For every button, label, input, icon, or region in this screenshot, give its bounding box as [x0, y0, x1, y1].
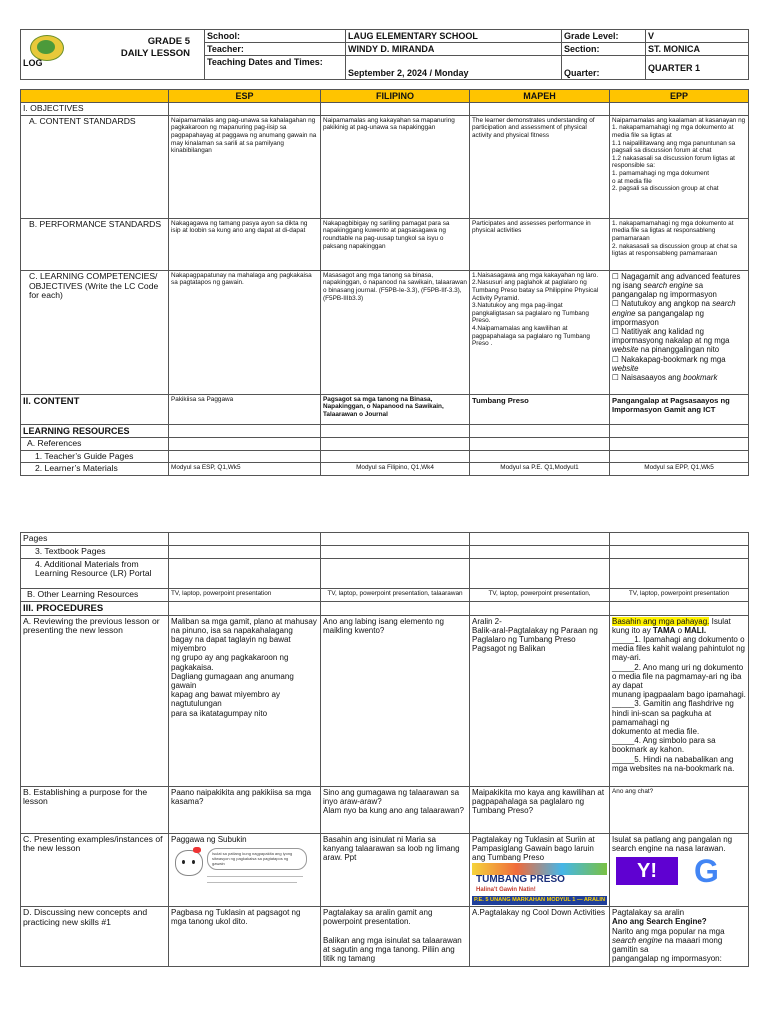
lesson-table-page2 — [20, 532, 749, 967]
quarter-value: QUARTER 1 — [646, 56, 749, 80]
additional-materials-label: 4. Additional Materials from Learning Resource (LR) Portal — [21, 558, 169, 588]
content-standards-filipino: Naipamamalas ang kakayahan sa mapanuring pakikinig at pag-unawa sa napakinggan — [321, 115, 470, 218]
teacher-value: WINDY D. MIRANDA — [346, 43, 562, 56]
objectives-label: I. OBJECTIVES — [21, 103, 169, 116]
reviewing-epp-items: _____1. Ipamahagi ang dokumento o media files kahit walang pahintulot ng may-ari. _____2. Ano mang uri ng dokumento o media file na pagmamay-ari ng iba ay dapat munang ipagpaalam bago ipamahagi. _____3. Gamitin ang flashdrive ng hindi ini-scan sa pagkuha at pamamahagi ng dokumento at media file. _____4. Ang simbolo para sa bookmark ay kahon. _____5. Hindi na nababalikan ang mga websites na na-bookmark na. — [612, 635, 746, 773]
section-label: Section: — [562, 43, 646, 56]
content-esp: Pakikiisa sa Paggawa — [169, 394, 321, 424]
content-mapeh: Tumbang Preso — [470, 394, 610, 424]
presenting-label: C. Presenting examples/instances of the new lesson — [21, 833, 169, 907]
quarter-label: Quarter: — [562, 56, 646, 80]
learners-materials-esp: Modyul sa ESP, Q1,Wk5 — [169, 463, 321, 476]
discussing-filipino: Pagtalakay sa aralin gamit ang powerpoint presentation. Balikan ang mga isinulat sa talaarawan at sagutin ang mga tanong. Piliin ang titik ng tamang — [321, 907, 470, 967]
textbook-label: 3. Textbook Pages — [21, 545, 169, 558]
discussing-label: D. Discussing new concepts and practicing new skills #1 — [21, 907, 169, 967]
log-title-1: GRADE 5 — [147, 36, 190, 47]
reviewing-epp: Basahin ang mga pahayag. Isulat kung ito ay TAMA o MALI. _____1. Ipamahagi ang dokumento o media files kahit walang pahintulot ng may-ari. _____2. Ano mang uri ng dokumento o media file na pagmamay-ari ng iba ay dapat munang ipagpaalam bago ipamahagi. _____3. Gamitin ang flashdrive ng hindi ini-scan sa pagkuha at pamamahagi ng dokumento at media file. _____4. Ang simbolo para sa bookmark ay kahon. _____5. Hindi na nababalikan ang mga websites na na-bookmark na. — [610, 615, 749, 786]
reviewing-filipino: Ano ang labing isang elemento ng maikling kwento? — [321, 615, 470, 786]
competencies-epp — [610, 270, 749, 394]
subject-header-esp: ESP — [169, 90, 321, 103]
competencies-mapeh: 1.Naisasagawa ang mga kakayahan ng laro. 2.Nasusuri ang paglahok at paglalaro ng Tumbang Preso batay sa Philippine Physical Activity Pyramid. 3.Natutukoy ang mga pag-iingat pangkaligtasan sa paglalaro ng Tumbang Preso. 4.Naipamamalas ang kawilihan at pagpapahalaga sa paglalaro ng Tumbang Preso . — [470, 270, 610, 394]
subject-header-filipino: FILIPINO — [321, 90, 470, 103]
discussing-mapeh: A.Pagtalakay ng Cool Down Activities — [470, 907, 610, 967]
competency-epp-line: ☐ Naisasaayos ang bookmark — [612, 373, 718, 383]
learners-materials-epp: Modyul sa EPP, Q1,Wk5 — [610, 463, 749, 476]
establishing-filipino: Sino ang gumagawa ng talaarawan sa inyo araw-araw? Alam nyo ba kung ano ang talaarawan? — [321, 786, 470, 833]
subject-header-blank — [21, 90, 169, 103]
learners-materials-label: 2. Learner’s Materials — [21, 463, 169, 476]
section-value: ST. MONICA — [646, 43, 749, 56]
competency-epp-line: ☐ Nakakapag-bookmark ng mga website — [612, 354, 726, 373]
content-filipino: Pagsagot sa mga tanong na Binasa, Napakinggan, o Napanood na Sawikain, Talaarawan o Journal — [321, 394, 470, 424]
pages-label: Pages — [21, 533, 169, 546]
competency-epp-line: ☐ Natutukoy ang angkop na search engine sa pangangalap ng impormasyon — [612, 299, 736, 327]
reviewing-epp-highlight: Basahin ang mga pahayag. — [612, 616, 710, 626]
other-resources-filipino: TV, laptop, powerpoint presentation, talaarawan — [321, 588, 470, 601]
performance-standards-mapeh: Participates and assesses performance in physical activities — [470, 218, 610, 270]
search-engine-heading: Ano ang Search Engine? — [612, 917, 707, 927]
google-logo-icon: G — [694, 853, 719, 889]
performance-standards-label: B. PERFORMANCE STANDARDS — [21, 218, 169, 270]
banner-subtitle: Halina't Gawin Natin! — [476, 887, 536, 894]
teachers-guide-label: 1. Teacher’s Guide Pages — [21, 450, 169, 463]
competency-epp-line: ☐ Nagagamit ang advanced features ng isang search engine sa pangangalap ng impormasyon — [612, 271, 741, 300]
references-label: A. References — [21, 437, 169, 450]
banner-module: P.E. 5 UNANG MARKAHAN MODYUL 1 — ARALIN — [473, 897, 606, 904]
content-standards-epp: Naipamamalas ang kaalaman at kasanayan ng 1. nakapamamahagi ng mga dokumento at media file sa ligtas at 1.1 naipalilitawang ang mga panuntunan sa pagsali sa discussion forum at chat 1.2 nakasasali sa discussion forum ligtas at responsible sa: 1. pamamahagi ng mga dokument o at media file 2. pagsali sa discussion group at chat — [610, 115, 749, 218]
establishing-epp: Ano ang chat? — [610, 786, 749, 833]
procedures-label: III. PROCEDURES — [21, 601, 169, 615]
dates-value: September 2, 2024 / Monday — [346, 56, 562, 80]
banner-title: TUMBANG PRESO — [476, 874, 565, 886]
dates-label: Teaching Dates and Times: — [205, 56, 346, 80]
subject-header-epp: EPP — [610, 90, 749, 103]
competencies-filipino: Masasagot ang mga tanong sa binasa, napakinggan, o napanood na sawikain, talaarawan o binasang journal. (F5PB-Ie-3.3), (F5PB-IIf-3.3), (F5PB-IIIb3.3) — [321, 270, 470, 394]
log-short: LOG — [23, 58, 43, 68]
learners-materials-mapeh: Modyul sa P.E. Q1,Modyul1 — [470, 463, 610, 476]
presenting-filipino: Basahin ang isinulat ni Maria sa kanyang talaarawan sa loob ng limang araw. Ppt — [321, 833, 470, 907]
content-label: II. CONTENT — [21, 394, 169, 424]
other-resources-esp: TV, laptop, powerpoint presentation — [169, 588, 321, 601]
content-epp: Pangangalap at Pagsasaayos ng Impormasyon Gamit ang ICT — [610, 394, 749, 424]
performance-standards-filipino: Nakapagbibigay ng sariling pamagat para sa napakinggang kuwento at pagsasagawa ng roundtable na pag-uusap tungkol sa isyu o paksang napakinggan — [321, 218, 470, 270]
subject-header-mapeh: MAPEH — [470, 90, 610, 103]
establishing-esp: Paano naipakikita ang pakikiisa sa mga kasama? — [169, 786, 321, 833]
search-engine-logos — [612, 853, 746, 893]
school-value: LAUG ELEMENTARY SCHOOL — [346, 30, 562, 43]
grade-value: V — [646, 30, 749, 43]
competencies-label: C. LEARNING COMPETENCIES/ OBJECTIVES (Write the LC Code for each) — [21, 270, 169, 394]
yahoo-logo-icon: Y! — [616, 857, 678, 885]
other-resources-label: B. Other Learning Resources — [21, 588, 169, 601]
cartoon-cat-icon — [175, 850, 203, 876]
competency-epp-line: ☐ Natitiyak ang kalidad ng impormasyong nakalap at ng mga website na pinanggalingan nito — [612, 327, 730, 355]
header-table — [20, 29, 749, 80]
content-standards-mapeh: The learner demonstrates understanding of participation and assessment of physical activity and physical fitness — [470, 115, 610, 218]
establishing-label: B. Establishing a purpose for the lesson — [21, 786, 169, 833]
grade-label: Grade Level: — [562, 30, 646, 43]
tumbang-preso-banner — [472, 863, 607, 905]
teacher-label: Teacher: — [205, 43, 346, 56]
log-title-cell — [21, 30, 205, 80]
content-standards-esp: Naipamamalas ang pag-unawa sa kahalagahan ng pagkakaroon ng mapanuring pag-iisip sa pagpapahayag at paggawa ng anumang gawain na may kinalaman sa sarili at sa pamilyang kinabibilangan — [169, 115, 321, 218]
speech-bubble: Isulat sa patlang kung nagpapakita ang iyong sitwasyon ng pagkakaisa sa pagtatapos ng gawain — [207, 848, 307, 870]
establishing-mapeh: Maipakikita mo kaya ang kawilihan at pagpapahalaga sa paglalaro ng Tumbang Preso? — [470, 786, 610, 833]
reviewing-label: A. Reviewing the previous lesson or presenting the new lesson — [21, 615, 169, 786]
discussing-epp: Pagtalakay sa aralin Ano ang Search Engine? Narito ang mga popular na mga search engine na maaari mong gamitin sa pangangalap ng impormasyon: — [610, 907, 749, 967]
discussing-esp: Pagbasa ng Tuklasin at pagsagot ng mga tanong ukol dito. — [169, 907, 321, 967]
presenting-esp: Paggawa ng Subukin Isulat sa patlang kung nagpapakita ang iyong sitwasyon ng pagkakaisa sa pagtatapos ng gawain — [169, 833, 321, 907]
competencies-esp: Nakapagpapatunay na mahalaga ang pagkakaisa sa pagtatapos ng gawain. — [169, 270, 321, 394]
subukin-illustration — [171, 846, 318, 892]
presenting-mapeh: Pagtalakay ng Tuklasin at Suriin at Pampasiglang Gawain bago laruin ang Tumbang Preso TUMBANG PRESO Halina't Gawin Natin! P.E. 5 UNANG MARKAHAN MODYUL 1 — ARALIN — [470, 833, 610, 907]
presenting-epp: Isulat sa patlang ang pangalan ng search engine na nasa larawan. Y! G — [610, 833, 749, 907]
lesson-table-page1 — [20, 89, 749, 476]
log-title-2: DAILY LESSON — [120, 48, 190, 59]
learners-materials-filipino: Modyul sa Filipino, Q1,Wk4 — [321, 463, 470, 476]
learning-resources-label: LEARNING RESOURCES — [21, 424, 169, 437]
performance-standards-esp: Nakagagawa ng tamang pasya ayon sa dikta ng isip at loobin sa kung ano ang dapat at di-dapat — [169, 218, 321, 270]
content-standards-label: A. CONTENT STANDARDS — [21, 115, 169, 218]
reviewing-esp: Maliban sa mga gamit, plano at mahusay na pinuno, isa sa napakahalagang bagay na dapat taglayin ng bawat miyembro ng grupo ay ang pagkakaroon ng pagkakaisa. Dagliang gumagaan ang anumang gawain kapag ang bawat miyembro ay nagtutulungan para sa ikatatagumpay nito — [169, 615, 321, 786]
performance-standards-epp: 1. nakapamamahagi ng mga dokumento at media file sa ligtas at responsableng pamamaraan 2. nakasasali sa discussion group at chat sa ligtas at responsableng pamamaraan — [610, 218, 749, 270]
other-resources-mapeh: TV, laptop, powerpoint presentation, — [470, 588, 610, 601]
reviewing-mapeh: Aralin 2- Balik-aral-Pagtalakay ng Paraan ng Paglalaro ng Tumbang Preso Pagsagot ng Balikan — [470, 615, 610, 786]
other-resources-epp: TV, laptop, powerpoint presentation — [610, 588, 749, 601]
school-label: School: — [205, 30, 346, 43]
